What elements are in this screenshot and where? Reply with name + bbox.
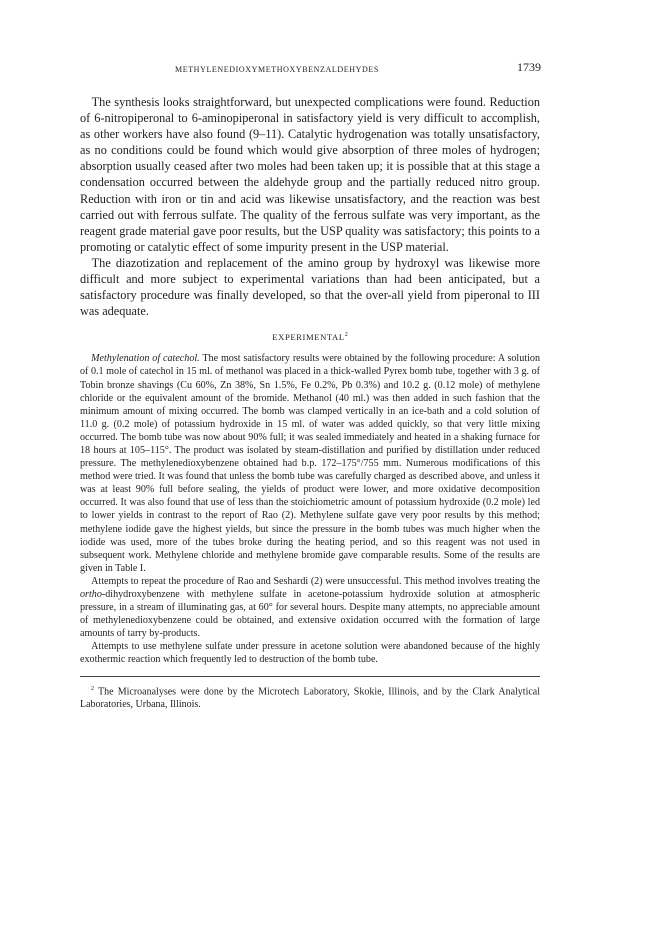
footnote <box>80 683 540 711</box>
experimental-paragraph-1 <box>80 352 540 575</box>
experimental-paragraph-1-title: Methylenation of catechol. <box>91 353 200 365</box>
page-number: 1739 <box>517 60 541 74</box>
footnote-text: The Microanalyses were done by the Microtech Laboratory, Skokie, Illinois, and by the Clark Analytical Laboratories, Urbana, Illinois. <box>80 685 540 710</box>
intro-paragraph-2: The diazotization and replacement of the amino group by hydroxyl was likewise more difficult and more subject to experimental variations than had been anticipated, but a satisfactory procedure was finally developed, so that the over-all yield from piperonal to III was adequate. <box>80 255 540 319</box>
footnote-mark: 2 <box>91 685 94 692</box>
footnote-divider <box>80 676 540 677</box>
experimental-paragraph-2-italic: ortho <box>80 589 102 600</box>
page-header <box>80 60 540 78</box>
experimental-heading <box>80 332 540 342</box>
running-head: METHYLENEDIOXYMETHOXYBENZALDEHYDES <box>175 65 379 74</box>
journal-page <box>80 60 540 711</box>
intro-paragraph-1: The synthesis looks straightforward, but unexpected complications were found. Reduction of 6-nitropiperonal to 6-aminopiperonal in satisfactory yield is very difficult to accomplish, as other workers have also found (9–11). Catalytic hydrogenation was totally unsatisfactory, as no conditions could be found which would give absorption of three moles of hydrogen; absorption usually ceased after two moles had been taken up; it is possible that at this stage a condensation occurred between the aldehyde group and the partially reduced nitro group. Reduction with iron or tin and acid was likewise unsatisfactory, and the reaction was best carried out with ferrous sulfate. The quality of the ferrous sulfate was very important, as the reagent grade material gave poor results, but the USP quality was satisfactory; this points to a promoting or catalytic effect of some impurity present in the USP material. <box>80 95 540 254</box>
experimental-paragraph-3: Attempts to use methylene sulfate under pressure in acetone solution were abandoned because of the highly exothermic reaction which frequently led to destruction of the bomb tube. <box>80 641 540 666</box>
experimental-heading-text: EXPERIMENTAL <box>272 332 345 343</box>
experimental-paragraph-2 <box>80 575 540 640</box>
experimental-paragraph-2-end: -dihydroxybenzene with methylene sulfate in acetone-potassium hydroxide solution at atmospheric pressure, in a stream of illuminating gas, at 60° for several hours. Despite many attempts, no appreciable amount of methylenedioxybenzene could be obtained, and extensive oxidation occurred with the formation of large amounts of tarry by-products. <box>80 589 540 640</box>
experimental-paragraph-2-start: Attempts to repeat the procedure of Rao and Seshardi (2) were unsuccessful. This method involves treating the <box>91 575 540 587</box>
heading-footnote-mark: 2 <box>344 332 348 339</box>
experimental-paragraph-1-body: The most satisfactory results were obtained by the following procedure: A solution of 0.1 mole of catechol in 15 ml. of methanol was placed in a thick-walled Pyrex bomb tube, together with 3 g. of Tobin bronze shavings (Cu 60%, Zn 38%, Sn 1.5%, Fe 0.2%, Pb 0.3%) and 10.2 g. (0.12 mole) of methylene chloride or the equivalent amount of the bromide. Methanol (40 ml.) was then added in such fashion that the minimum amount of mixing occurred. The bomb was clamped vertically in an ice-bath and a cold solution of 11.0 g. (0.2 mole) of potassium hydroxide in 15 ml. of water was added quickly, so that very little mixing occurred. The bomb tube was now about 90% full; it was sealed immediately and heated in a shaking furnace for 18 hours at 105–115°. The product was isolated by steam-distillation and purified by distillation under reduced pressure. The methylenedioxybenzene obtained had b.p. 172–175°/755 mm. Numerous modifications of this method were tried. It was found that unless the bomb tube was carefully charged as described above, and unless it was at least 90% full before sealing, the yields of product were lower, and more oxidative decomposition occurred. It was also found that use of less than the stoichiometric amount of potassium hydroxide (0.2 mole) led to lower yields in contrast to the report of Rao (2). Methylene sulfate gave very poor results by this method; methylene iodide gave the highest yields, but since the pressure in the bomb tubes was much higher when the iodide was used, more of the tubes broke during the heating period, and so this reagent was not used in subsequent work. Methylene chloride and methylene bromide gave comparable results. Some of the results are given in Table I. <box>80 353 540 574</box>
